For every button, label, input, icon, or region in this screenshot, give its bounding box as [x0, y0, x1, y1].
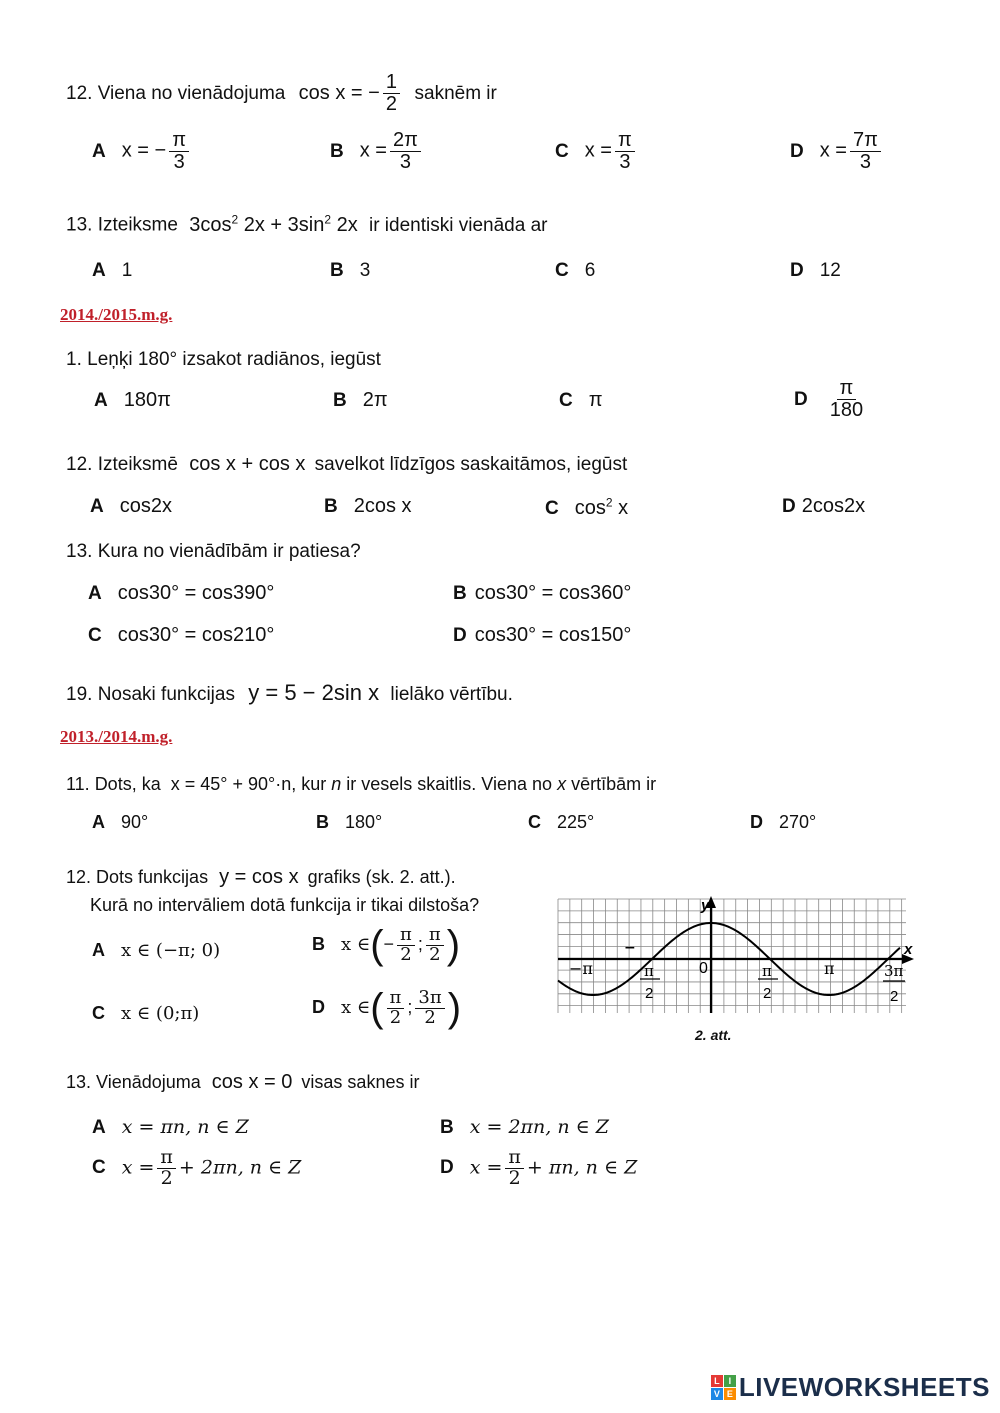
question-text: 13. Izteiksme [66, 214, 178, 236]
variable-x: x [557, 774, 567, 794]
brand-logo-icon [711, 1375, 736, 1400]
frac-den: 3 [859, 151, 871, 173]
option-letter: A [92, 812, 105, 832]
option-letter: B [440, 1117, 454, 1138]
question-text: ir vesels skaitlis. Viena no [346, 774, 553, 794]
option-a[interactable] [94, 389, 171, 412]
option-value: cos30° = cos390° [117, 582, 275, 604]
frac-num: 1 [383, 72, 400, 94]
exponent: 2 [605, 495, 613, 509]
frac-den: 180 [829, 399, 864, 421]
year-heading-2013: 2013./2014.m.g. [60, 727, 173, 746]
exponent: 2 [324, 212, 332, 226]
option-letter: A [92, 260, 106, 281]
expr-part: x [612, 496, 629, 519]
option-b[interactable]: B x ∈(− $\frac{\pi}{2}$ ; $\frac{\pi}{2}$ ) [312, 923, 461, 967]
tick-label-neg-pi: −π [569, 959, 593, 978]
brand-name: LIVEWORKSHEETS [738, 1372, 990, 1402]
option-d[interactable] [790, 130, 884, 173]
option-letter: B [453, 583, 467, 604]
option-letter: C [559, 390, 573, 411]
question-13: 13. Kura no vienādībām ir patiesa? [66, 541, 361, 562]
option-a[interactable] [92, 812, 148, 833]
figure-caption: 2. att. [695, 1027, 732, 1043]
frac-num: π [157, 1148, 176, 1169]
right-paren: ) [446, 923, 461, 967]
option-prefix: x ∈ [341, 933, 371, 955]
option-a[interactable] [92, 940, 220, 961]
option-letter: C [555, 260, 569, 281]
option-d[interactable] [790, 260, 841, 282]
frac-num: π [615, 130, 635, 152]
question-text: 19. Nosaki funkcijas [66, 684, 235, 705]
origin-label: 0 [699, 960, 708, 977]
option-b[interactable] [453, 582, 631, 605]
option-d[interactable] [794, 378, 869, 421]
tick-label-num: π [762, 962, 772, 980]
frac-num: 2π [390, 130, 421, 152]
logo-letter: E [724, 1388, 736, 1400]
option-prefix: x = − [121, 139, 167, 162]
expression: cos x = 0 [211, 1071, 293, 1093]
option-letter: D [453, 625, 467, 646]
option-letter: C [92, 1003, 105, 1023]
option-prefix: x = [584, 139, 612, 162]
option-letter: D [782, 496, 796, 517]
option-c[interactable] [88, 624, 274, 647]
frac-den: 2 [508, 1166, 521, 1189]
option-a[interactable] [92, 1116, 249, 1139]
option-c[interactable] [528, 812, 594, 833]
question-text-after: lielāko vērtību. [390, 684, 513, 705]
option-value: 2π [362, 389, 388, 411]
tick-label-num: 3π [884, 962, 904, 980]
tick-label-den: 2 [890, 988, 899, 1005]
frac-num: 3π [415, 989, 444, 1009]
option-letter: D [750, 812, 763, 832]
option-d[interactable] [453, 624, 631, 647]
option-value: x ∈ (−π; 0) [121, 940, 221, 961]
option-a[interactable] [92, 130, 192, 173]
option-tail: + πn, n ∈ Z [526, 1156, 638, 1179]
option-letter: A [92, 140, 106, 162]
option-letter: D [790, 260, 804, 281]
left-paren: ( [370, 923, 384, 967]
graph-grid [558, 899, 906, 1013]
option-letter: B [330, 260, 344, 281]
option-letter: B [312, 933, 325, 954]
expression: y = cos x [219, 866, 299, 888]
logo-letter: L [711, 1375, 723, 1387]
option-value: π [588, 389, 603, 411]
option-prefix: x = [121, 1156, 155, 1179]
option-letter: A [92, 1117, 106, 1138]
option-letter: A [88, 583, 102, 604]
tick-label-den: 2 [763, 985, 772, 1002]
option-letter: D [794, 388, 808, 410]
option-b[interactable] [324, 495, 412, 518]
equation-lhs: cos x = − [298, 81, 380, 104]
option-value: 2cos2x [801, 495, 866, 517]
option-b[interactable] [330, 260, 370, 282]
frac-den: 2 [160, 1166, 173, 1189]
frac-den: 3 [173, 151, 185, 173]
equation [298, 71, 409, 115]
option-a[interactable] [88, 582, 274, 605]
option-letter: B [333, 390, 347, 411]
option-d[interactable] [440, 1148, 637, 1189]
question-text: 12. Dots funkcijas [66, 867, 209, 887]
question-text: 11. Dots, ka [66, 774, 161, 794]
option-letter: C [528, 812, 541, 832]
option-letter: D [312, 996, 325, 1017]
question-12 [66, 866, 456, 889]
option-a[interactable] [90, 495, 172, 518]
option-value: 3 [359, 260, 371, 281]
option-value: x ∈ (0;π) [121, 1003, 200, 1024]
option-letter: D [440, 1157, 454, 1179]
expression: cos x + cos x [189, 453, 306, 475]
tick-label-den: 2 [645, 985, 654, 1002]
question-13-top [66, 212, 547, 237]
exponent: 2 [231, 212, 239, 226]
cosine-graph [548, 888, 928, 1048]
frac-den: 2 [389, 1006, 402, 1028]
question-11 [66, 774, 656, 795]
expr-part: 2x [331, 213, 358, 236]
expr-part: 3cos [189, 213, 232, 236]
option-letter: A [90, 496, 104, 517]
question-text: grafiks (sk. 2. att.). [307, 867, 456, 887]
liveworksheets-brand[interactable] [711, 1372, 990, 1403]
option-value: 180° [345, 812, 383, 832]
option-c[interactable] [92, 1003, 199, 1024]
frac-den: 2 [400, 943, 412, 965]
option-value: cos30° = cos360° [474, 582, 632, 604]
option-a[interactable] [92, 260, 132, 282]
frac-den: 3 [619, 151, 631, 173]
option-value: 90° [121, 812, 149, 832]
option-letter: C [555, 140, 569, 162]
question-text-after: savelkot līdzīgos saskaitāmos, iegūst [314, 454, 628, 475]
option-prefix: x ∈ [341, 996, 371, 1018]
right-paren: ) [447, 986, 462, 1030]
option-value: 270° [779, 812, 817, 832]
frac-num: π [397, 926, 415, 946]
frac-den: 2 [429, 943, 441, 965]
frac-num: π [505, 1148, 524, 1169]
option-prefix: x = [819, 139, 847, 162]
logo-letter: V [711, 1388, 723, 1400]
option-d[interactable] [782, 495, 865, 518]
option-c[interactable] [545, 495, 628, 520]
frac-num: π [387, 989, 405, 1009]
expr-part: cos [574, 496, 606, 519]
question-13 [66, 1071, 419, 1094]
question-text-after: visas saknes ir [301, 1072, 420, 1092]
option-d[interactable]: D x ∈( $\frac{\pi}{2}$ ; $\frac{3\pi}{2}$ ) [312, 986, 462, 1030]
question-text: 12. Izteiksmē [66, 454, 178, 475]
option-c[interactable] [92, 1148, 301, 1189]
option-value: x = πn, n ∈ Z [121, 1116, 249, 1138]
frac-den: 3 [399, 151, 411, 173]
option-letter: C [92, 1157, 106, 1179]
option-b[interactable] [330, 130, 424, 173]
frac-num: π [169, 130, 189, 152]
option-value: 180π [123, 389, 171, 411]
question-text-after: ir identiski vienāda ar [368, 214, 548, 236]
frac-num: π [426, 926, 444, 946]
axis-y-label: y [701, 897, 710, 914]
option-prefix: x = [359, 139, 387, 162]
question-12 [66, 453, 627, 476]
option-letter: A [92, 940, 105, 960]
option-value: 225° [557, 812, 595, 832]
option-letter: B [324, 496, 338, 517]
option-b[interactable] [440, 1116, 609, 1139]
left-paren: ( [370, 986, 384, 1030]
question-19 [66, 680, 513, 706]
option-letter: B [330, 140, 344, 162]
question-12-top [66, 72, 497, 115]
question-12-subtext: Kurā no intervāliem dotā funkcija ir tikai dilstoša? [90, 895, 480, 915]
frac-den: 2 [424, 1006, 436, 1028]
expr-part: 2x + 3sin [238, 213, 325, 236]
tick-label-pi: π [824, 959, 835, 978]
frac-num: 7π [850, 130, 881, 152]
option-letter: D [790, 140, 804, 162]
option-b[interactable] [316, 812, 382, 833]
expression: y = 5 − 2sin x [248, 680, 380, 705]
question-1: 1. Leņķi 180° izsakot radiānos, iegūst [66, 349, 381, 370]
option-value: cos30° = cos210° [117, 624, 275, 646]
variable-n: n [331, 774, 342, 794]
question-text: 12. Viena no vienādojuma [66, 82, 286, 104]
option-value: x = 2πn, n ∈ Z [469, 1116, 609, 1138]
option-tail: + 2πn, n ∈ Z [178, 1156, 302, 1179]
option-prefix: x = [469, 1156, 503, 1179]
option-b[interactable] [333, 389, 388, 412]
option-value: 12 [819, 260, 841, 281]
option-letter: A [94, 390, 108, 411]
option-letter: C [545, 497, 559, 519]
frac-num: π [837, 378, 857, 400]
option-value: 6 [584, 260, 596, 281]
axis-x-label: x [904, 941, 913, 958]
question-text: 13. Vienādojuma [66, 1072, 201, 1092]
option-letter: C [88, 625, 102, 646]
option-value: 2cos x [353, 495, 412, 517]
tick-label-num: π [644, 962, 654, 980]
option-value: cos30° = cos150° [474, 624, 632, 646]
tick-label-neg-half-pi: − [624, 940, 636, 956]
question-text: , kur [291, 774, 327, 794]
option-c[interactable] [555, 130, 638, 173]
logo-letter: I [724, 1375, 736, 1387]
question-text-after: saknēm ir [414, 82, 497, 104]
year-heading-2014: 2014./2015.m.g. [60, 305, 173, 324]
option-c[interactable] [559, 389, 603, 412]
option-value: 1 [121, 260, 133, 281]
option-c[interactable] [555, 260, 595, 282]
option-value: cos2x [119, 495, 172, 517]
question-text: vērtībām ir [571, 774, 657, 794]
expression [189, 214, 357, 236]
expression: x = 45° + 90°·n [170, 774, 292, 794]
option-letter: B [316, 812, 329, 832]
frac-den: 2 [385, 93, 397, 115]
option-d[interactable] [750, 812, 816, 833]
